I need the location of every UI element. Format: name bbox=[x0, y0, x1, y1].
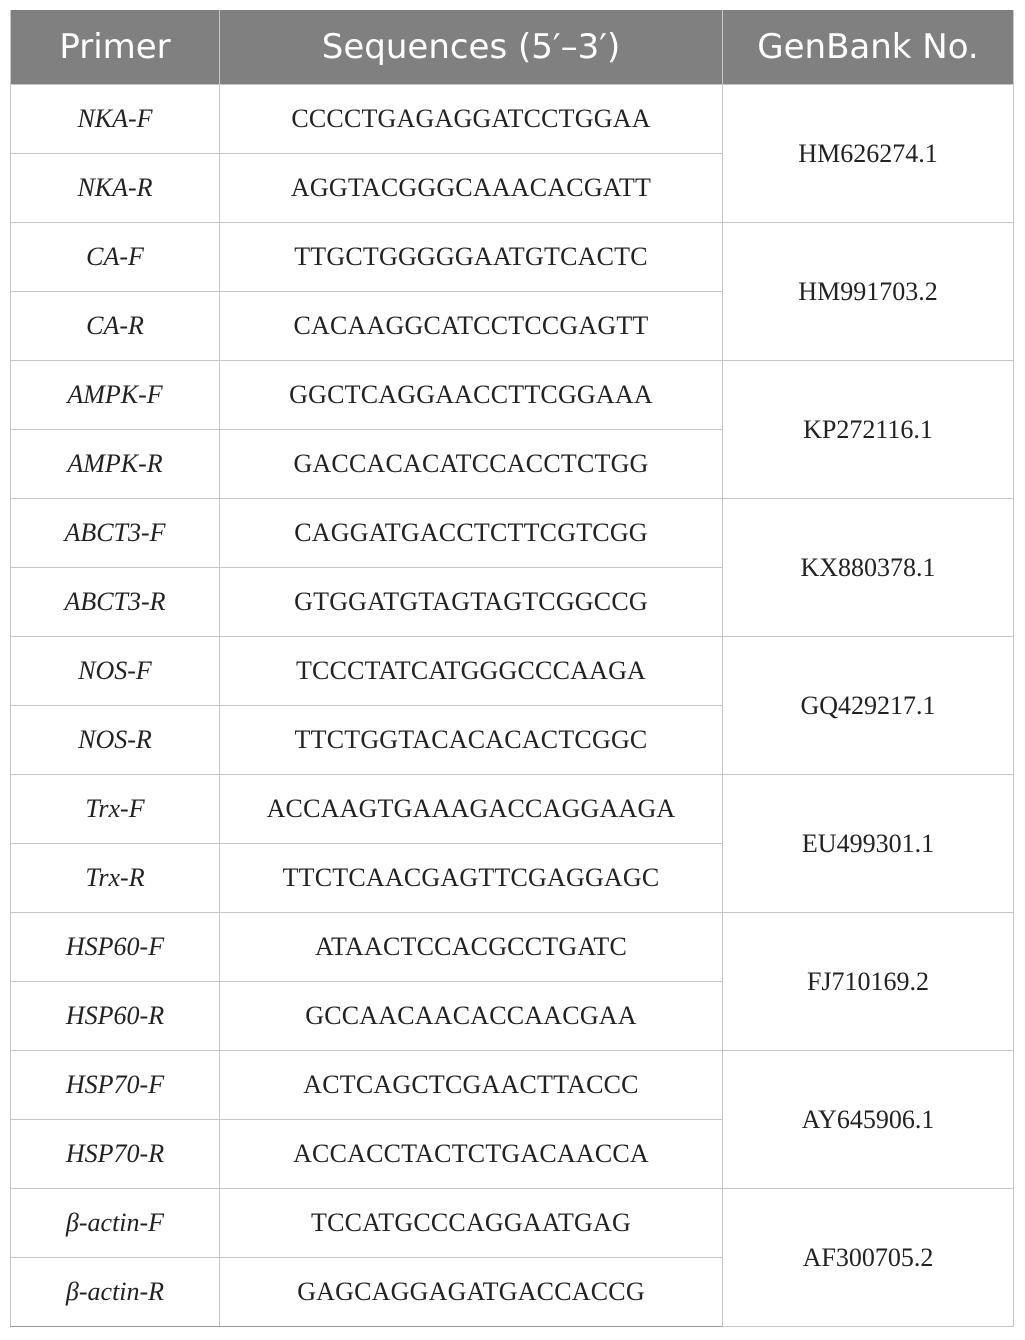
table-header bbox=[11, 10, 1014, 85]
sequence-cell: ACTCAGCTCGAACTTACCC bbox=[220, 1051, 723, 1120]
genbank-cell: FJ710169.2 bbox=[723, 913, 1014, 1051]
primer-name-cell: AMPK-R bbox=[11, 430, 220, 499]
sequence-cell: ACCAAGTGAAAGACCAGGAAGA bbox=[220, 775, 723, 844]
table-row bbox=[11, 1051, 1014, 1120]
sequence-cell: TTCTCAACGAGTTCGAGGAGC bbox=[220, 844, 723, 913]
header-row bbox=[11, 10, 1014, 85]
primer-name-cell: HSP60-F bbox=[11, 913, 220, 982]
primer-name-cell: AMPK-F bbox=[11, 361, 220, 430]
sequence-cell: ATAACTCCACGCCTGATC bbox=[220, 913, 723, 982]
sequence-cell: ACCACCTACTCTGACAACCA bbox=[220, 1120, 723, 1189]
genbank-cell: EU499301.1 bbox=[723, 775, 1014, 913]
header-genbank: GenBank No. bbox=[723, 10, 1014, 85]
sequence-cell: TCCCTATCATGGGCCCAAGA bbox=[220, 637, 723, 706]
table-row bbox=[11, 499, 1014, 568]
table-row bbox=[11, 85, 1014, 154]
genbank-cell: HM991703.2 bbox=[723, 223, 1014, 361]
header-sequences: Sequences (5′–3′) bbox=[220, 10, 723, 85]
table-row bbox=[11, 361, 1014, 430]
primer-name-cell: Trx-R bbox=[11, 844, 220, 913]
primer-name-cell: HSP60-R bbox=[11, 982, 220, 1051]
sequence-cell: GAGCAGGAGATGACCACCG bbox=[220, 1258, 723, 1327]
sequence-cell: CAGGATGACCTCTTCGTCGG bbox=[220, 499, 723, 568]
primer-name-cell: β-actin-R bbox=[11, 1258, 220, 1327]
sequence-cell: CCCCTGAGAGGATCCTGGAA bbox=[220, 85, 723, 154]
genbank-cell: GQ429217.1 bbox=[723, 637, 1014, 775]
primer-name-cell: ABCT3-F bbox=[11, 499, 220, 568]
table-body bbox=[11, 85, 1014, 1327]
genbank-cell: KX880378.1 bbox=[723, 499, 1014, 637]
table-row bbox=[11, 913, 1014, 982]
primer-name-cell: CA-F bbox=[11, 223, 220, 292]
sequence-cell: AGGTACGGGCAAACACGATT bbox=[220, 154, 723, 223]
sequence-cell: TCCATGCCCAGGAATGAG bbox=[220, 1189, 723, 1258]
primer-table bbox=[10, 10, 1014, 1327]
genbank-cell: AY645906.1 bbox=[723, 1051, 1014, 1189]
table-row bbox=[11, 775, 1014, 844]
primer-name-cell: CA-R bbox=[11, 292, 220, 361]
sequence-cell: CACAAGGCATCCTCCGAGTT bbox=[220, 292, 723, 361]
sequence-cell: GCCAACAACACCAACGAA bbox=[220, 982, 723, 1051]
header-primer: Primer bbox=[11, 10, 220, 85]
primer-name-cell: ABCT3-R bbox=[11, 568, 220, 637]
genbank-cell: HM626274.1 bbox=[723, 85, 1014, 223]
sequence-cell: TTGCTGGGGGAATGTCACTC bbox=[220, 223, 723, 292]
table-row bbox=[11, 1189, 1014, 1258]
primer-name-cell: NKA-F bbox=[11, 85, 220, 154]
sequence-cell: TTCTGGTACACACACTCGGC bbox=[220, 706, 723, 775]
table-row bbox=[11, 637, 1014, 706]
table-row bbox=[11, 223, 1014, 292]
genbank-cell: KP272116.1 bbox=[723, 361, 1014, 499]
primer-name-cell: HSP70-F bbox=[11, 1051, 220, 1120]
primer-name-cell: Trx-F bbox=[11, 775, 220, 844]
sequence-cell: GACCACACATCCACCTCTGG bbox=[220, 430, 723, 499]
sequence-cell: GGCTCAGGAACCTTCGGAAA bbox=[220, 361, 723, 430]
genbank-cell: AF300705.2 bbox=[723, 1189, 1014, 1327]
primer-name-cell: NOS-R bbox=[11, 706, 220, 775]
primer-name-cell: HSP70-R bbox=[11, 1120, 220, 1189]
sequence-cell: GTGGATGTAGTAGTCGGCCG bbox=[220, 568, 723, 637]
primer-name-cell: β-actin-F bbox=[11, 1189, 220, 1258]
primer-name-cell: NKA-R bbox=[11, 154, 220, 223]
primer-name-cell: NOS-F bbox=[11, 637, 220, 706]
